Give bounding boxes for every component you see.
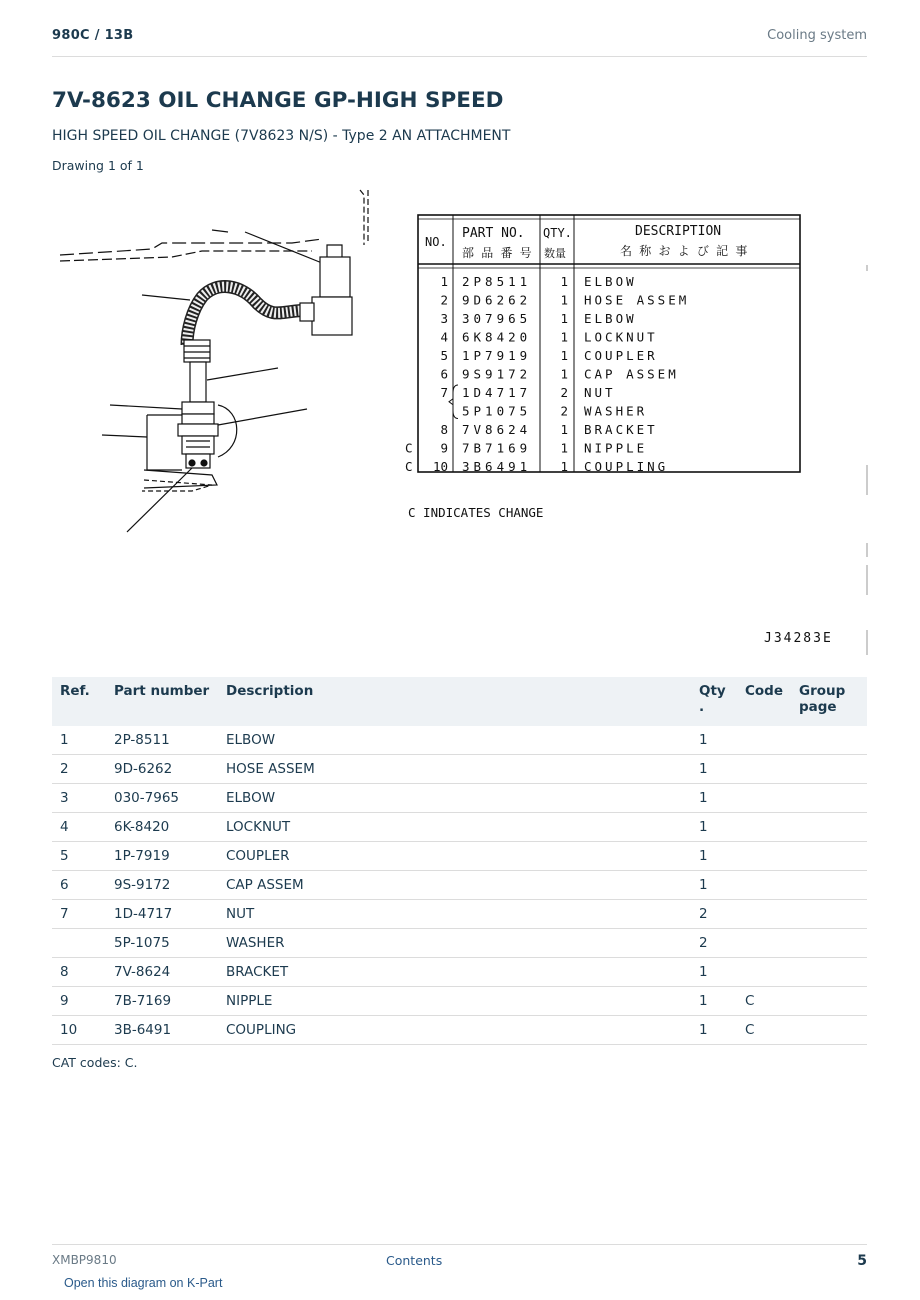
table-row [52,755,867,784]
drawing-row [405,441,647,456]
drawing-description: LOCKNUT [584,329,658,345]
drawing-description: NUT [584,385,616,400]
cell-group-page [791,871,867,900]
section-label: Cooling system [767,28,867,43]
cell-ref: 5 [52,842,106,871]
cell-qty: 1 [691,987,737,1016]
drawing-description: CAP ASSEM [584,366,679,382]
table-row [52,987,867,1016]
drawing-qty: 2 [560,403,568,419]
cell-group-page [791,929,867,958]
drawing-qty: 1 [560,292,568,308]
cell-qty: 1 [691,871,737,900]
drawing-header-qty: QTY. [543,226,572,240]
cell-group-page [791,1016,867,1045]
cell-qty: 2 [691,900,737,929]
cell-description: WASHER [218,929,691,958]
parts-table-body [52,726,867,1045]
drawing-ref-number: 1 [440,274,448,289]
kpart-link[interactable]: Open this diagram on K-Part [64,1276,223,1290]
cell-code: C [737,1016,791,1045]
model-label: 980C / 13B [52,28,134,43]
drawing-description: COUPLING [584,459,669,474]
drawing-row [440,274,636,289]
cell-group-page [791,900,867,929]
header-qty-label: Qty . [698,683,726,715]
cell-description: COUPLER [218,842,691,871]
cell-group-page [791,784,867,813]
cell-ref [52,929,106,958]
cell-group-page [791,987,867,1016]
table-row [52,813,867,842]
cell-group-page [791,726,867,755]
table-row [52,958,867,987]
drawing-row [440,422,657,437]
header-part-number: Part number [106,677,218,726]
header-code: Code [737,677,791,726]
drawing-ref-number: 10 [432,459,448,474]
drawing-description: COUPLER [584,348,658,363]
drawing-part-number: 9D6262 [462,292,532,308]
cell-description: CAP ASSEM [218,871,691,900]
drawing-row [440,293,689,308]
header-ref: Ref. [52,677,106,726]
drawing-qty: 1 [560,459,568,474]
table-row [52,842,867,871]
drawing-header-part-jp: 部 品 番 号 [462,246,532,260]
table-row [52,1016,867,1045]
drawing-part-number: 307965 [462,311,532,326]
cell-group-page [791,958,867,987]
drawing-ref-number: 3 [440,311,448,326]
cell-qty: 1 [691,1016,737,1045]
parts-diagram-svg [52,185,870,655]
drawing-header-qty-jp: 数量 [544,247,566,260]
drawing-count: Drawing 1 of 1 [52,158,144,173]
drawing-description: ELBOW [584,274,637,289]
drawing-qty: 1 [560,348,568,363]
drawing-row [462,404,647,419]
drawing-description: ELBOW [584,311,637,326]
drawing-part-number: 9S9172 [462,366,532,382]
table-row [52,784,867,813]
cat-codes: CAT codes: C. [52,1055,138,1070]
cell-description: LOCKNUT [218,813,691,842]
cell-qty: 1 [691,842,737,871]
drawing-ref-number: 9 [440,440,448,456]
cell-part-number: 6K-8420 [106,813,218,842]
drawing-description: HOSE ASSEM [584,292,690,308]
drawing-qty: 1 [560,329,568,345]
cell-group-page [791,813,867,842]
drawing-qty: 1 [560,311,568,326]
cell-qty: 1 [691,784,737,813]
cell-description: NIPPLE [218,987,691,1016]
cell-qty: 1 [691,813,737,842]
assembly-illustration [60,190,368,532]
cell-ref: 7 [52,900,106,929]
cell-part-number: 7B-7169 [106,987,218,1016]
table-row [52,871,867,900]
drawing-header-part: PART NO. [462,226,525,241]
drawing-ref-number: 2 [440,292,448,308]
cell-description: BRACKET [218,958,691,987]
drawing-row [440,348,657,363]
cell-part-number: 9D-6262 [106,755,218,784]
change-note: C INDICATES CHANGE [408,505,544,520]
cell-code [737,755,791,784]
cell-code [737,900,791,929]
cell-ref: 1 [52,726,106,755]
drawing-ref-number: 6 [440,366,448,382]
table-row [52,900,867,929]
drawing-qty: 1 [560,422,568,437]
cell-ref: 6 [52,871,106,900]
drawing-qty: 1 [560,274,568,289]
cell-ref: 2 [52,755,106,784]
cell-part-number: 1D-4717 [106,900,218,929]
cell-part-number: 1P-7919 [106,842,218,871]
drawing-header-desc: DESCRIPTION [635,224,722,239]
cell-part-number: 030-7965 [106,784,218,813]
drawing-description: WASHER [584,403,648,419]
cell-description: ELBOW [218,784,691,813]
drawing-part-number: 1D4717 [462,385,532,400]
cell-part-number: 5P-1075 [106,929,218,958]
cell-code [737,813,791,842]
header-group-page: Group page [791,677,867,726]
cell-ref: 8 [52,958,106,987]
drawing-header-desc-jp: 名 称 お よ び 記 事 [620,244,748,258]
drawing-row [440,385,615,400]
drawing-change-mark: C [405,440,413,456]
drawing-ref-number: 8 [440,422,448,437]
page-number: 5 [857,1253,867,1269]
parts-diagram [52,185,870,655]
drawing-part-number: 2P8511 [462,274,532,289]
drawing-part-number: 5P1075 [462,403,532,419]
drawing-qty: 2 [560,385,568,400]
drawing-part-number: 6K8420 [462,329,532,345]
drawing-ref-number: 4 [440,329,448,345]
page-subtitle: HIGH SPEED OIL CHANGE (7V8623 N/S) - Type 2 AN ATTACHMENT [52,128,511,144]
cell-code: C [737,987,791,1016]
cell-description: HOSE ASSEM [218,755,691,784]
parts-table-header [52,677,867,726]
drawing-part-number: 7V8624 [462,422,532,437]
page-footer [52,1244,867,1275]
cell-part-number: 2P-8511 [106,726,218,755]
drawing-row [440,367,678,382]
drawing-row [440,330,657,345]
drawing-change-mark: C [405,459,413,474]
cell-qty: 1 [691,958,737,987]
cell-group-page [791,842,867,871]
cell-ref: 10 [52,1016,106,1045]
drawing-qty: 1 [560,440,568,456]
cell-code [737,842,791,871]
drawing-rows [405,274,689,474]
cell-qty: 1 [691,755,737,784]
cell-code [737,871,791,900]
drawing-ref-number: 7 [440,385,448,400]
cell-qty: 1 [691,726,737,755]
parts-table-drawing [405,215,833,646]
header-description: Description [218,677,691,726]
drawing-ref-number: 5 [440,348,448,363]
cell-description: COUPLING [218,1016,691,1045]
document-id: XMBP9810 [52,1253,117,1267]
parts-table [52,677,867,1045]
cell-ref: 9 [52,987,106,1016]
table-row [52,929,867,958]
drawing-description: NIPPLE [584,440,648,456]
drawing-qty: 1 [560,366,568,382]
cell-part-number: 7V-8624 [106,958,218,987]
header-qty [691,677,737,726]
drawing-description: BRACKET [584,422,658,437]
drawing-id: J34283E [764,631,833,646]
cell-code [737,958,791,987]
cell-part-number: 9S-9172 [106,871,218,900]
cell-qty: 2 [691,929,737,958]
cell-group-page [791,755,867,784]
page-header [52,28,867,57]
cell-code [737,929,791,958]
page-title: 7V-8623 OIL CHANGE GP-HIGH SPEED [52,88,504,113]
drawing-row [440,311,636,326]
drawing-part-number: 1P7919 [462,348,532,363]
table-row [52,726,867,755]
drawing-part-number: 3B6491 [462,459,532,474]
cell-description: ELBOW [218,726,691,755]
contents-link[interactable]: Contents [386,1253,443,1268]
cell-ref: 3 [52,784,106,813]
cell-code [737,726,791,755]
cell-code [737,784,791,813]
cell-part-number: 3B-6491 [106,1016,218,1045]
drawing-part-number: 7B7169 [462,440,532,456]
drawing-header-no: NO. [425,235,447,249]
cell-description: NUT [218,900,691,929]
cell-ref: 4 [52,813,106,842]
